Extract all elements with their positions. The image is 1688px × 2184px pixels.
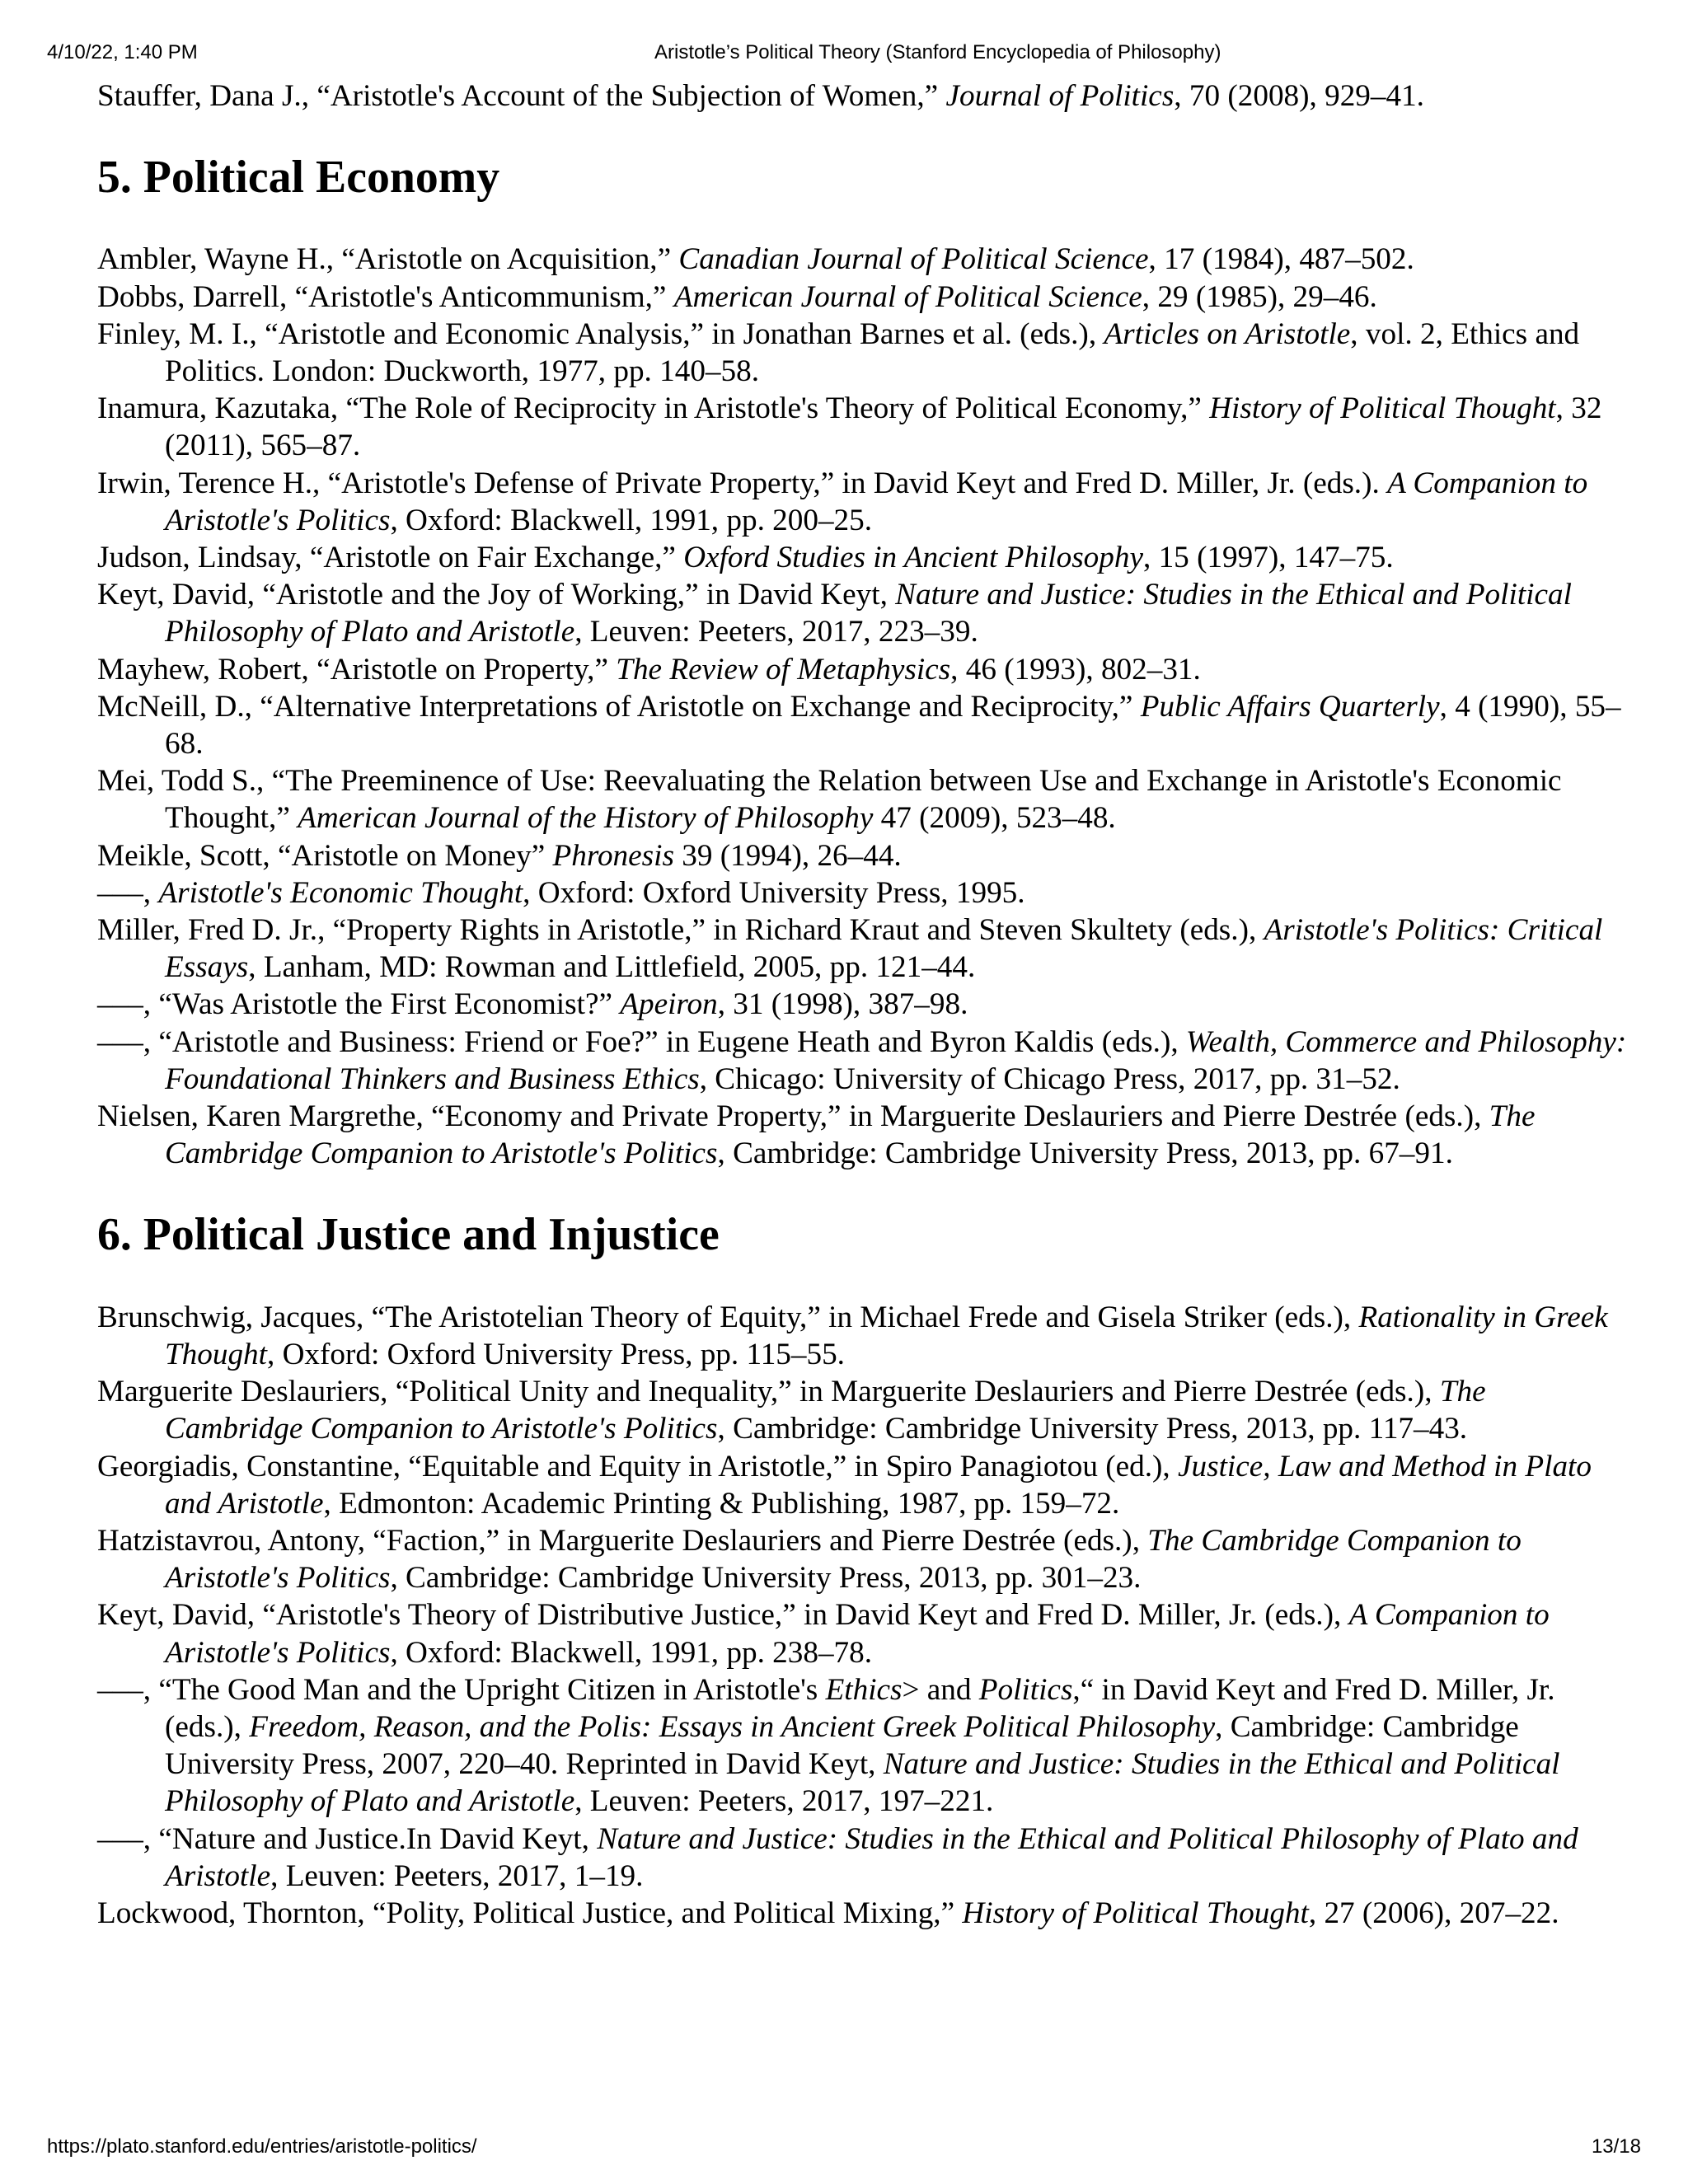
print-url: https://plato.stanford.edu/entries/aristotle-politics/ — [47, 2135, 477, 2158]
entry-text: Keyt, David, “Aristotle and the Joy of Working,” in David Keyt, — [97, 578, 896, 612]
entry-italic-title: Canadian Journal of Political Science — [678, 242, 1149, 277]
entry-text: Meikle, Scott, “Aristotle on Money” — [97, 838, 553, 873]
entry-text: , Lanham, MD: Rowman and Littlefield, 2005, pp. 121–44. — [248, 950, 976, 985]
entry-italic-title: Apeiron — [620, 987, 718, 1022]
entry-text: , 15 (1997), 147–75. — [1142, 541, 1394, 575]
entry-italic-title: A Companion to Aristotle's Politics — [165, 1598, 1550, 1670]
bibliography-entry — [97, 1895, 1630, 1932]
entry-italic-title: The Cambridge Companion to Aristotle's Politics — [165, 1375, 1486, 1446]
section-political-justice-list — [97, 1299, 1630, 1932]
bibliography-entry — [97, 465, 1630, 539]
entry-text: Hatzistavrou, Antony, “Faction,” in Marguerite Deslauriers and Pierre Destrée (eds.), — [97, 1523, 1148, 1558]
entry-text: , 29 (1985), 29–46. — [1142, 279, 1377, 314]
entry-text: , Edmonton: Academic Printing & Publishing, 1987, pp. 159–72. — [323, 1486, 1120, 1521]
entry-text: , 27 (2006), 207–22. — [1308, 1896, 1559, 1930]
bibliography-entry — [97, 837, 1630, 874]
entry-text: Keyt, David, “Aristotle's Theory of Distributive Justice,” in David Keyt and Fred D. Miller, Jr. (eds.), — [97, 1598, 1349, 1633]
entry-italic-title: The Cambridge Companion to Aristotle's Politics — [165, 1099, 1536, 1171]
entry-text: 39 (1994), 26–44. — [673, 838, 902, 873]
entry-italic-title: Phronesis — [552, 838, 674, 873]
entry-italic-title: History of Political Thought — [962, 1896, 1309, 1930]
entry-text: , Cambridge: Cambridge University Press, 2007, 220–40. Reprinted in David Keyt, — [165, 1709, 1519, 1782]
bibliography-entry — [97, 1024, 1630, 1098]
entry-text: , Oxford: Oxford University Press, pp. 115–55. — [266, 1337, 845, 1371]
entry-text: , 4 (1990), 55–68. — [165, 689, 1621, 762]
bibliography-entry — [97, 576, 1630, 650]
entry-text: –––, “Aristotle and Business: Friend or Foe?” in Eugene Heath and Byron Kaldis (eds.), — [97, 1024, 1186, 1059]
entry-text: , 70 (2008), 929–41. — [1174, 79, 1424, 113]
entry-text: Finley, M. I., “Aristotle and Economic Analysis,” in Jonathan Barnes et al. (eds.), — [97, 316, 1104, 351]
entry-italic-title: The Review of Metaphysics — [616, 652, 951, 687]
entry-italic-title: Articles on Aristotle — [1104, 316, 1351, 351]
entry-text: , Leuven: Peeters, 2017, 1–19. — [270, 1858, 644, 1893]
entry-text: , Oxford: Oxford University Press, 1995. — [523, 875, 1025, 910]
entry-text: , 46 (1993), 802–31. — [950, 652, 1201, 687]
entry-text: Inamura, Kazutaka, “The Role of Reciprocity in Aristotle's Theory of Political Economy,” — [97, 391, 1210, 426]
bibliography-entry — [97, 1373, 1630, 1447]
bibliography-entry — [97, 1098, 1630, 1172]
entry-text: , Leuven: Peeters, 2017, 197–221. — [574, 1784, 994, 1819]
entry-italic-title: History of Political Thought — [1209, 391, 1556, 426]
bibliography-entry — [97, 279, 1630, 316]
bibliography-entry — [97, 539, 1630, 576]
bibliography-entry — [97, 762, 1630, 837]
entry-italic-title: American Journal of Political Science — [673, 279, 1142, 314]
entry-italic-title: American Journal of the History of Philosophy — [298, 801, 874, 836]
entry-text: –––, “The Good Man and the Upright Citizen in Aristotle's — [97, 1672, 826, 1707]
entry-italic-title: Rationality in Greek Thought — [165, 1300, 1608, 1371]
entry-text: , Cambridge: Cambridge University Press, 2013, pp. 67–91. — [717, 1137, 1453, 1171]
entry-text: Judson, Lindsay, “Aristotle on Fair Exchange,” — [97, 541, 684, 575]
entry-italic-title: Public Affairs Quarterly — [1140, 689, 1440, 724]
entry-italic-title: Ethics — [825, 1672, 903, 1707]
entry-text: Mayhew, Robert, “Aristotle on Property,” — [97, 652, 617, 687]
entry-text: , 31 (1998), 387–98. — [717, 987, 968, 1022]
entry-italic-title: A Companion to Aristotle's Politics — [165, 466, 1588, 537]
entry-italic-title: Wealth, Commerce and Philosophy: Foundational Thinkers and Business Ethics — [165, 1024, 1627, 1096]
entry-italic-title: Aristotle's Politics: Critical Essays — [165, 913, 1603, 985]
entry-text: , Cambridge: Cambridge University Press, 2013, pp. 117–43. — [717, 1412, 1468, 1446]
print-page-title: Aristotle’s Political Theory (Stanford Encyclopedia of Philosophy) — [654, 41, 1221, 63]
bibliography-content — [97, 77, 1630, 1932]
entry-italic-title: Journal of Politics — [945, 79, 1175, 113]
print-datetime: 4/10/22, 1:40 PM — [47, 41, 198, 63]
entry-text: > and — [902, 1672, 979, 1707]
entry-italic-title: Justice, Law and Method in Plato and Aristotle — [165, 1449, 1592, 1521]
bibliography-entry — [97, 1596, 1630, 1671]
entry-italic-title: Nature and Justice: Studies in the Ethical and Political Philosophy of Plato and Aristotle — [165, 578, 1572, 649]
entry-text: Lockwood, Thornton, “Polity, Political Justice, and Political Mixing,” — [97, 1896, 963, 1930]
entry-text: , 32 (2011), 565–87. — [165, 391, 1602, 463]
bibliography-entry — [97, 688, 1630, 762]
entry-text: Stauffer, Dana J., “Aristotle's Account of the Subjection of Women,” — [97, 79, 946, 113]
entry-text: , Cambridge: Cambridge University Press, 2013, pp. 301–23. — [390, 1561, 1142, 1596]
entry-text: Ambler, Wayne H., “Aristotle on Acquisition,” — [97, 242, 679, 277]
entry-text: –––, “Nature and Justice.In David Keyt, — [97, 1821, 598, 1856]
entry-text: 47 (2009), 523–48. — [873, 801, 1116, 836]
bibliography-entry — [97, 1448, 1630, 1522]
entry-italic-title: The Cambridge Companion to Aristotle's Politics — [165, 1523, 1522, 1596]
bibliography-entry — [97, 986, 1630, 1023]
bibliography-entry — [97, 1299, 1630, 1373]
entry-text: Dobbs, Darrell, “Aristotle's Anticommunism,” — [97, 279, 674, 314]
section-political-economy-list — [97, 241, 1630, 1172]
entry-text: –––, “Was Aristotle the First Economist?” — [97, 987, 621, 1022]
entry-text: , Oxford: Blackwell, 1991, pp. 200–25. — [390, 503, 873, 537]
entry-text: , Chicago: University of Chicago Press, 2017, pp. 31–52. — [699, 1062, 1400, 1096]
entry-text: Nielsen, Karen Margrethe, “Economy and Private Property,” in Marguerite Deslauriers and Pierre Destrée (eds.), — [97, 1099, 1489, 1134]
entry-text: Marguerite Deslauriers, “Political Unity and Inequality,” in Marguerite Deslauriers and Pierre Destrée (eds.), — [97, 1375, 1440, 1409]
bibliography-entry — [97, 77, 1630, 115]
entry-text: McNeill, D., “Alternative Interpretations of Aristotle on Exchange and Reciprocity,” — [97, 689, 1141, 724]
entry-text: , 17 (1984), 487–502. — [1148, 242, 1414, 277]
entry-text: Mei, Todd S., “The Preeminence of Use: Reevaluating the Relation between Use and Exchange in Aristotle's Economic Thought,” — [97, 764, 1562, 836]
bibliography-entry — [97, 390, 1630, 464]
entry-text: , Oxford: Blackwell, 1991, pp. 238–78. — [390, 1635, 873, 1670]
bibliography-entry — [97, 241, 1630, 278]
bibliography-entry — [97, 912, 1630, 986]
entry-text: Irwin, Terence H., “Aristotle's Defense of Private Property,” in David Keyt and Fred D. Miller, Jr. (eds.). — [97, 466, 1388, 500]
entry-text: Georgiadis, Constantine, “Equitable and Equity in Aristotle,” in Spiro Panagiotou (ed.), — [97, 1449, 1178, 1483]
entry-text: , vol. 2, Ethics and Politics. London: Duckworth, 1977, pp. 140–58. — [165, 316, 1580, 389]
entry-text: Miller, Fred D. Jr., “Property Rights in Aristotle,” in Richard Kraut and Steven Skultety (eds.), — [97, 913, 1264, 948]
entry-text: , Leuven: Peeters, 2017, 223–39. — [574, 615, 978, 649]
entry-italic-title: Aristotle's Economic Thought — [158, 875, 523, 910]
entry-italic-title: Oxford Studies in Ancient Philosophy — [683, 541, 1143, 575]
entry-text: ,“ in David Keyt and Fred D. Miller, Jr. (eds.), — [165, 1672, 1555, 1744]
bibliography-entry — [97, 1821, 1630, 1895]
bibliography-entry — [97, 1671, 1630, 1821]
page-number: 13/18 — [1591, 2135, 1641, 2158]
entry-text: –––, — [97, 875, 159, 910]
entry-italic-title: Freedom, Reason, and the Polis: Essays in Ancient Greek Political Philosophy — [249, 1709, 1216, 1744]
bibliography-entry — [97, 1522, 1630, 1596]
bibliography-entry — [97, 651, 1630, 688]
bibliography-entry — [97, 316, 1630, 390]
entry-italic-title: Politics — [978, 1672, 1073, 1707]
section-heading-political-justice: 6. Political Justice and Injustice — [97, 1209, 720, 1261]
bibliography-entry — [97, 874, 1630, 912]
section-heading-political-economy: 5. Political Economy — [97, 152, 500, 204]
entry-italic-title: Nature and Justice: Studies in the Ethical and Political Philosophy of Plato and Aristotle — [165, 1747, 1560, 1819]
entry-italic-title: Nature and Justice: Studies in the Ethical and Political Philosophy of Plato and Aristotle — [165, 1821, 1578, 1893]
entry-text: Brunschwig, Jacques, “The Aristotelian Theory of Equity,” in Michael Frede and Gisela Striker (eds.), — [97, 1300, 1359, 1334]
